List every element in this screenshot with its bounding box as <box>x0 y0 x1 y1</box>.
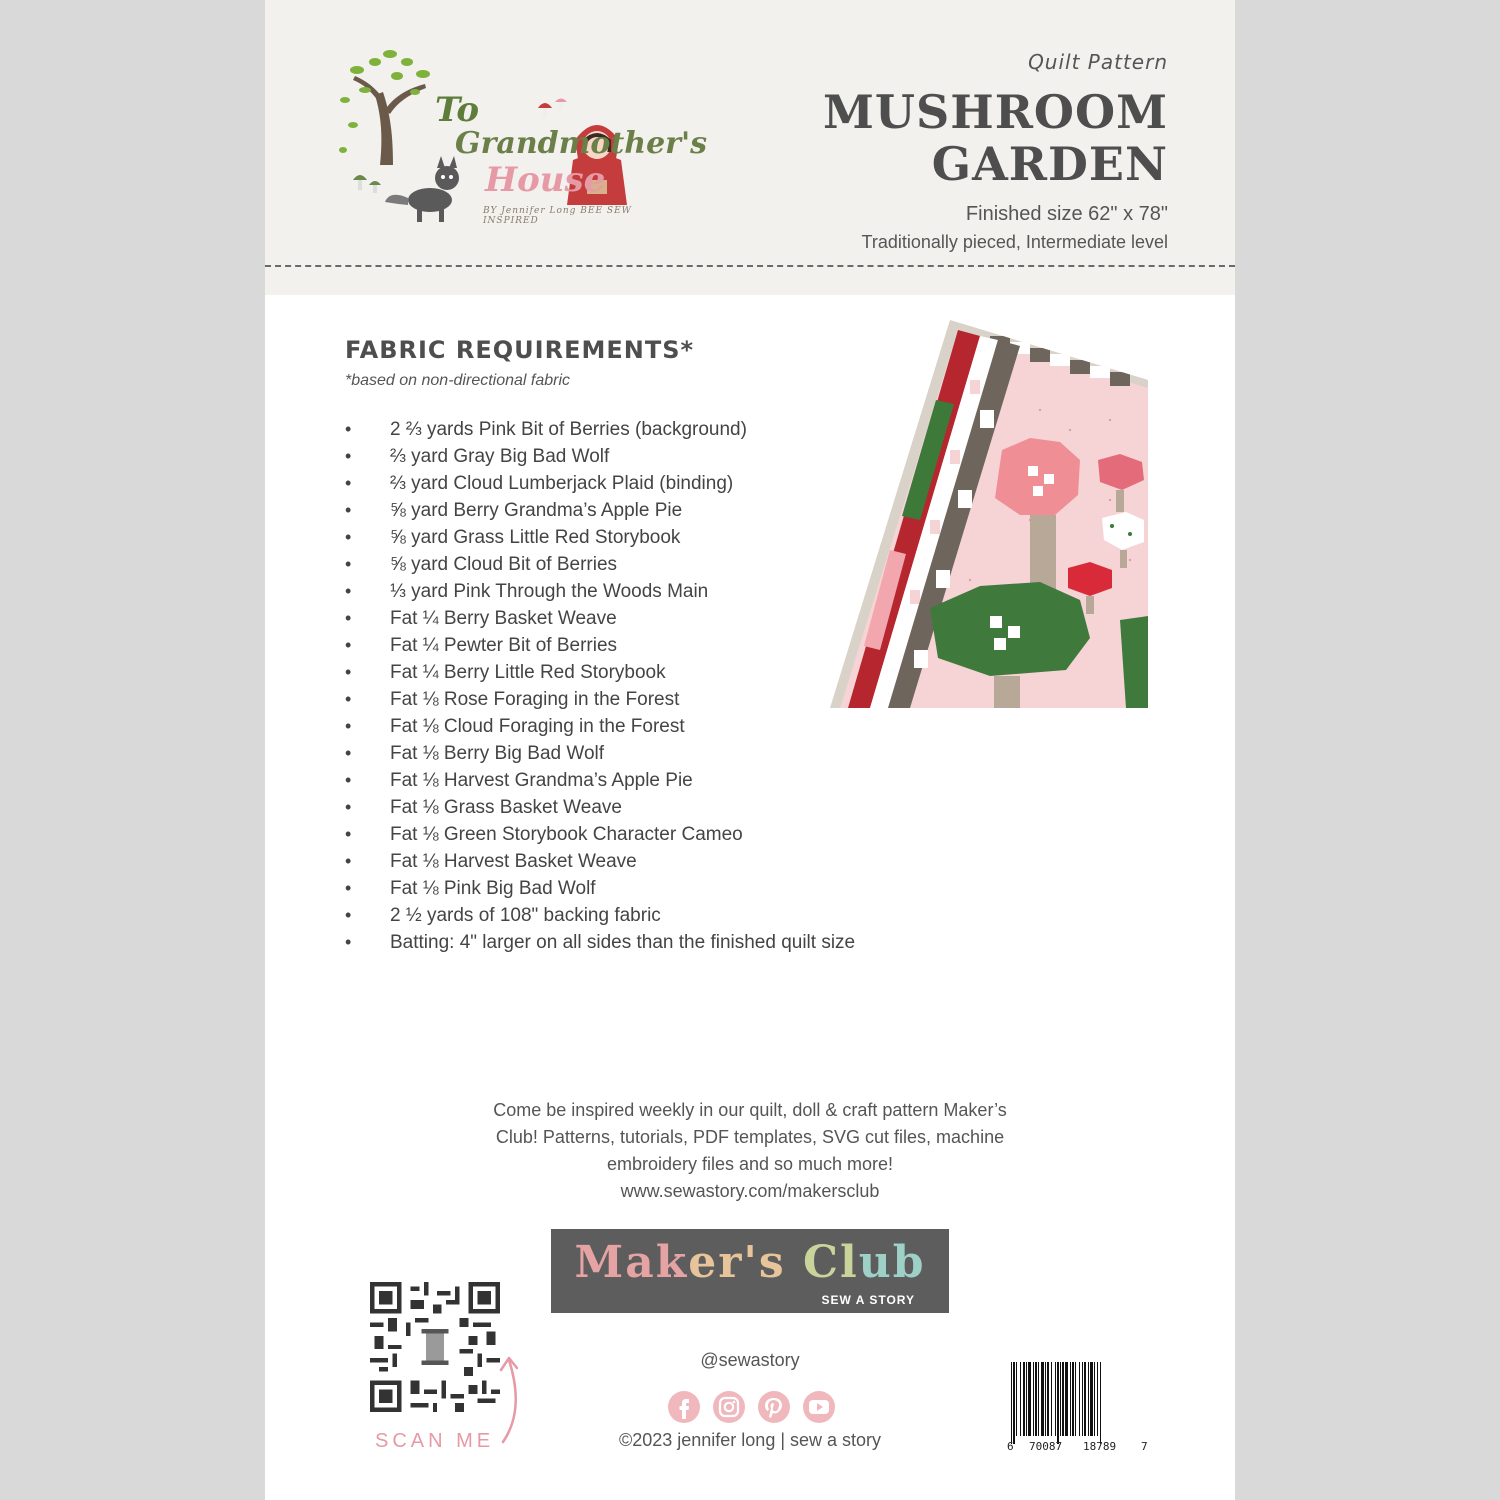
makers-club-logo-text: Maker's Club <box>574 1237 926 1288</box>
arrow-icon <box>495 1350 535 1450</box>
fabric-item-text: Fat ⅛ Harvest Basket Weave <box>390 851 637 872</box>
barcode-digit-2: 7 <box>1141 1440 1148 1453</box>
collection-logo <box>335 40 708 230</box>
logo-line2: Grandmother's <box>455 126 708 161</box>
bullet-icon: • <box>345 716 352 736</box>
spool-icon <box>415 1327 455 1367</box>
fabric-item <box>345 578 855 605</box>
fabric-item <box>345 416 855 443</box>
pinterest-icon[interactable] <box>758 1391 790 1423</box>
fabric-item <box>345 551 855 578</box>
qr-code[interactable] <box>370 1282 500 1412</box>
quilt-image <box>830 320 1148 708</box>
title-line2: GARDEN <box>931 137 1168 191</box>
bullet-icon: • <box>345 662 352 682</box>
pattern-title <box>748 86 1168 190</box>
makers-club-badge[interactable] <box>551 1229 949 1313</box>
scan-me-label: SCAN ME <box>375 1430 495 1452</box>
fabric-item-text: ⅝ yard Grass Little Red Storybook <box>390 527 681 548</box>
fabric-item <box>345 848 855 875</box>
bullet-icon: • <box>345 608 352 628</box>
fabric-item <box>345 875 855 902</box>
fabric-item <box>345 632 855 659</box>
fabric-item-text: Fat ⅛ Rose Foraging in the Forest <box>390 689 680 710</box>
skill-level: Traditionally pieced, Intermediate level <box>861 232 1168 252</box>
barcode-digit-group-2: 18789 <box>1083 1440 1117 1453</box>
fabric-item <box>345 794 855 821</box>
fabric-item-text: ⅓ yard Pink Through the Woods Main <box>390 581 709 602</box>
fabric-item <box>345 470 855 497</box>
facebook-icon[interactable] <box>668 1391 700 1423</box>
blurb-line1: Come be inspired weekly in our quilt, doll & craft pattern Maker’s <box>493 1100 1007 1120</box>
fabric-item <box>345 740 855 767</box>
header-band <box>265 0 1235 295</box>
youtube-icon[interactable] <box>803 1391 835 1423</box>
blurb-line2: Club! Patterns, tutorials, PDF templates, SVG cut files, machine <box>495 1127 1005 1147</box>
fabric-item-text: Fat ¼ Berry Little Red Storybook <box>390 662 666 683</box>
logo-byline: BY Jennifer Long BEE SEW INSPIRED <box>483 206 632 226</box>
bullet-icon: • <box>345 689 352 709</box>
bullet-icon: • <box>345 770 352 790</box>
fabric-item <box>345 659 855 686</box>
logo-line1: To <box>435 90 480 130</box>
fabric-item-text: ⅝ yard Berry Grandma’s Apple Pie <box>390 500 683 521</box>
pattern-kicker: Quilt Pattern <box>1028 50 1168 74</box>
logo-line3: House <box>485 160 606 200</box>
fabric-item <box>345 605 855 632</box>
fabric-item <box>345 686 855 713</box>
bullet-icon: • <box>345 878 352 898</box>
fabric-item-text: ⅝ yard Cloud Bit of Berries <box>390 554 618 575</box>
fabric-item-text: ⅔ yard Cloud Lumberjack Plaid (binding) <box>390 473 734 494</box>
bullet-icon: • <box>345 581 352 601</box>
fabric-item <box>345 902 855 929</box>
fabric-item-text: Fat ⅛ Grass Basket Weave <box>390 797 622 818</box>
fabric-item <box>345 497 855 524</box>
fabric-item-text: Fat ⅛ Berry Big Bad Wolf <box>390 743 605 764</box>
bullet-icon: • <box>345 851 352 871</box>
bullet-icon: • <box>345 554 352 574</box>
fabric-item-text: 2 ⅔ yards Pink Bit of Berries (background) <box>390 419 747 440</box>
fabric-item-text: 2 ½ yards of 108" backing fabric <box>390 905 661 926</box>
fabric-item <box>345 443 855 470</box>
makers-club-blurb <box>450 1097 1050 1205</box>
fabric-item-text: Fat ¼ Berry Basket Weave <box>390 608 617 629</box>
makers-club-subtitle: SEW A STORY <box>821 1293 915 1307</box>
bullet-icon: • <box>345 824 352 844</box>
social-icons <box>667 1390 843 1424</box>
fabric-item-text: ⅔ yard Gray Big Bad Wolf <box>390 446 610 467</box>
fabric-item-text: Fat ⅛ Green Storybook Character Cameo <box>390 824 743 845</box>
fabric-item <box>345 821 855 848</box>
social-handle: @sewastory <box>700 1350 800 1370</box>
finished-size: Finished size 62" x 78" <box>965 203 1168 225</box>
barcode-digit-group-1: 70087 <box>1029 1440 1063 1453</box>
makers-club-url[interactable]: www.sewastory.com/makersclub <box>620 1181 880 1201</box>
fabric-item-text: Fat ¼ Pewter Bit of Berries <box>390 635 618 656</box>
fabric-requirements-note: *based on non-directional fabric <box>345 372 571 389</box>
bullet-icon: • <box>345 419 352 439</box>
fabric-item-text: Fat ⅛ Harvest Grandma’s Apple Pie <box>390 770 693 791</box>
bullet-icon: • <box>345 905 352 925</box>
pattern-back-cover <box>265 0 1235 1500</box>
bullet-icon: • <box>345 473 352 493</box>
fabric-list <box>345 416 855 956</box>
instagram-icon[interactable] <box>713 1391 745 1423</box>
bullet-icon: • <box>345 635 352 655</box>
bullet-icon: • <box>345 797 352 817</box>
fabric-item-text: Batting: 4" larger on all sides than the finished quilt size <box>390 932 856 953</box>
fabric-item <box>345 713 855 740</box>
blurb-line3: embroidery files and so much more! <box>606 1154 894 1174</box>
fabric-item <box>345 929 855 956</box>
bullet-icon: • <box>345 743 352 763</box>
fabric-requirements-heading: FABRIC REQUIREMENTS* <box>345 336 695 364</box>
bullet-icon: • <box>345 932 352 952</box>
bullet-icon: • <box>345 500 352 520</box>
fabric-item <box>345 767 855 794</box>
barcode-digit-1: 6 <box>1007 1440 1014 1453</box>
copyright: ©2023 jennifer long | sew a story <box>618 1430 882 1450</box>
title-line1: MUSHROOM <box>822 85 1168 139</box>
fabric-item <box>345 524 855 551</box>
dashed-divider <box>265 265 1235 267</box>
fabric-item-text: Fat ⅛ Cloud Foraging in the Forest <box>390 716 685 737</box>
bullet-icon: • <box>345 446 352 466</box>
barcode <box>1005 1358 1149 1456</box>
fabric-item-text: Fat ⅛ Pink Big Bad Wolf <box>390 878 596 899</box>
bullet-icon: • <box>345 527 352 547</box>
